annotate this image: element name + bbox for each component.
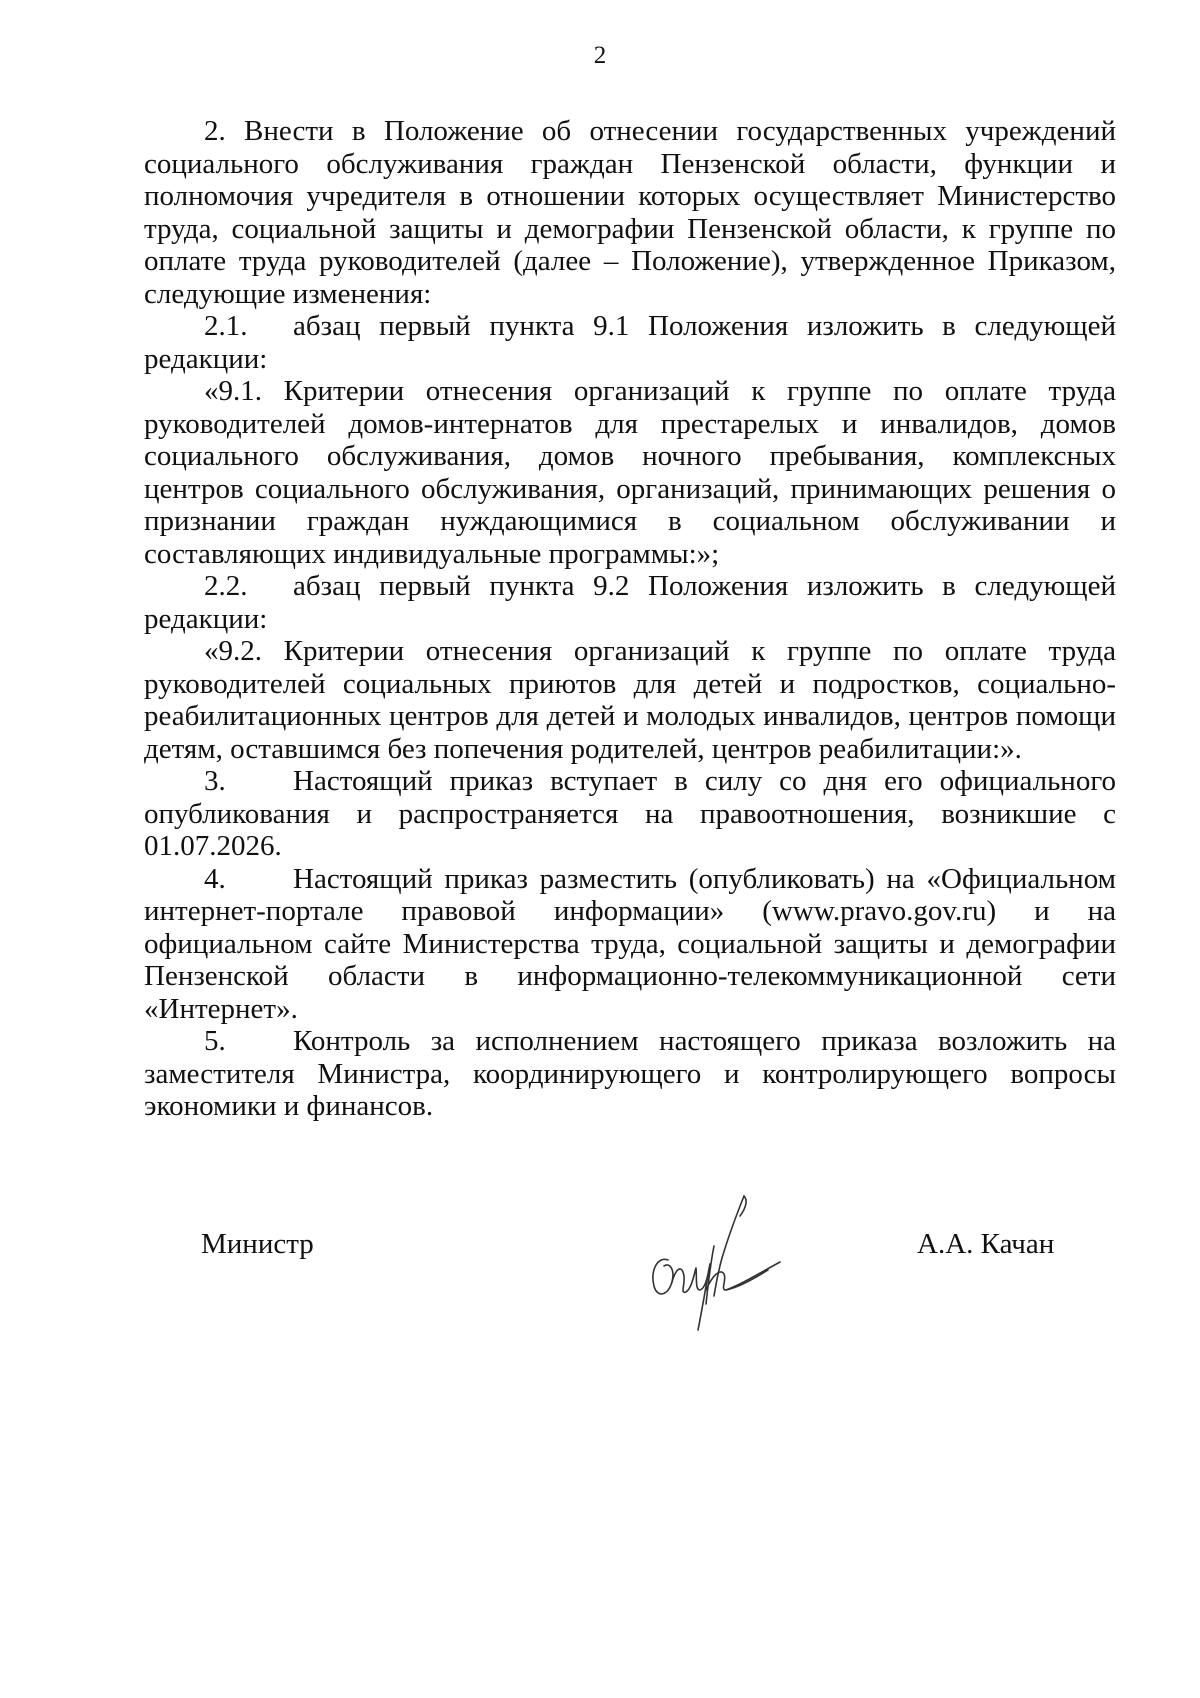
paragraph-3 xyxy=(144,765,1116,863)
paragraph-text: «9.2. Критерии отнесения организаций к группе по оплате труда руководителей социальных приютов для детей и подростков, социально-реабилитационных центров для детей и молодых инвалидов, центров помощи детям, оставшимся без попечения родителей, центров реабилитации:». xyxy=(144,635,1116,765)
signatory-role: Министр xyxy=(201,1228,314,1260)
paragraph-4 xyxy=(144,863,1116,1026)
paragraph-text: «9.1. Критерии отнесения организаций к группе по оплате труда руководителей домов-интернатов для престарелых и инвалидов, домов социального обслуживания, домов ночного пребывания, комплексных центров социального обслуживания, организаций, принимающих решения о признании граждан нуждающимися в социальном обслуживании и составляющих индивидуальные программы:»; xyxy=(144,375,1116,570)
paragraph-text: 2. Внести в Положение об отнесении государственных учреждений социального обслуживания граждан Пензенской области, функции и полномочия учредителя в отношении которых осуществляет Министерство труда, социальной защиты и демографии Пензенской области, к группе по оплате труда руководителей (далее – Положение), утвержденное Приказом, следующие изменения: xyxy=(144,115,1116,310)
paragraph-number: 3. xyxy=(204,765,226,797)
paragraph-9-2-quote xyxy=(144,635,1116,765)
paragraph-text: Контроль за исполнением настоящего приказа возложить на заместителя Министра, координирующего и контролирующего вопросы экономики и финансов. xyxy=(144,1025,1116,1122)
paragraph-number: 5. xyxy=(204,1025,226,1057)
paragraph-text: Настоящий приказ вступает в силу со дня его официального опубликования и распространяется на правоотношения, возникшие с 01.07.2026. xyxy=(144,765,1116,862)
signature-block xyxy=(0,1186,1200,1336)
paragraph-2 xyxy=(144,115,1116,310)
paragraph-9-1-quote xyxy=(144,375,1116,570)
handwritten-signature xyxy=(640,1186,800,1336)
paragraph-text: абзац первый пункта 9.1 Положения изложить в следующей редакции: xyxy=(144,310,1116,375)
signatory-name: А.А. Качан xyxy=(917,1228,1055,1260)
paragraph-number: 4. xyxy=(204,862,226,895)
paragraph-5 xyxy=(144,1025,1116,1123)
paragraph-2-1 xyxy=(144,310,1116,375)
paragraph-number: 2.2. xyxy=(204,570,248,602)
paragraph-number: 2.1. xyxy=(204,310,248,342)
paragraph-text: абзац первый пункта 9.2 Положения изложить в следующей редакции: xyxy=(144,570,1116,635)
paragraph-text: Настоящий приказ разместить (опубликовать) на «Официальном интернет-портале правовой информации» (www.pravo.gov.ru) и на официальном сайте Министерства труда, социальной защиты и демографии Пензенской области в информационно-телекоммуникационной сети «Интернет». xyxy=(144,862,1116,1025)
page-number: 2 xyxy=(593,42,607,69)
paragraph-2-2 xyxy=(144,570,1116,635)
document-body xyxy=(144,115,1116,1123)
